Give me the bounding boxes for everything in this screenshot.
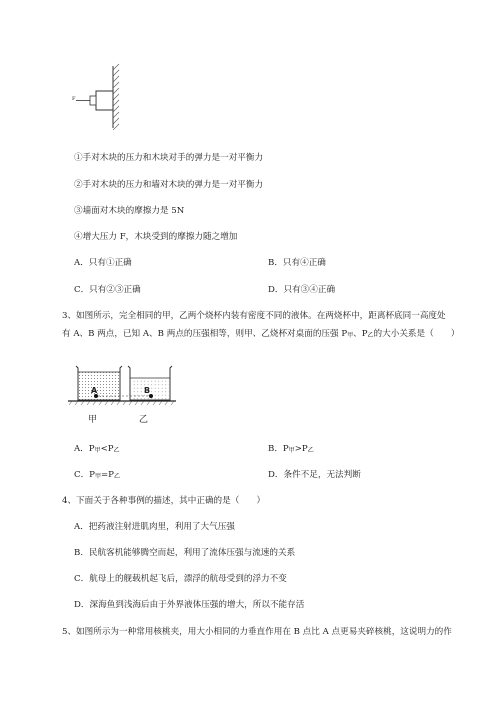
q3-a-s2: 乙 [113, 447, 120, 454]
q3-a-s1: 甲 [94, 447, 101, 454]
statement-4: ④增大压力 F，木块受到的摩擦力随之增加 [74, 232, 238, 242]
q3-option-b[interactable] [268, 444, 314, 456]
q4-stem: 4、下面关于各种事例的描述，其中正确的是（ ） [62, 496, 266, 506]
statement-2: ②手对木块的压力和墙对木块的弹力是一对平衡力 [74, 180, 264, 190]
q3-b-s2: 乙 [307, 447, 314, 454]
q3-b-pre: B．P [268, 444, 289, 454]
q3-line2-end: 的大小关系是（ ） [373, 329, 460, 339]
beaker-jia-label: 甲 [88, 415, 98, 425]
q3-b-s1: 甲 [288, 447, 295, 454]
q3-line2-mid: 、P [353, 329, 368, 339]
q3-c-op: =P [100, 470, 114, 480]
sub-yi: 乙 [367, 332, 374, 339]
q3-line2-text: 有 A、B 两点，已知 A、B 两点的压强相等，则甲、乙烧杯对桌面的压强 P [62, 329, 348, 339]
statement-1: ①手对木块的压力和木块对手的弹力是一对平衡力 [74, 153, 264, 163]
point-a-label: A [91, 386, 98, 395]
q3-stem-line2 [62, 329, 460, 341]
q3-option-a[interactable] [74, 444, 120, 456]
q2-option-d[interactable]: D．只有③④正确 [268, 285, 336, 295]
q2-option-b[interactable]: B．只有④正确 [268, 258, 326, 268]
sub-jia: 甲 [347, 332, 354, 339]
q2-option-a[interactable]: A．只有①正确 [74, 258, 132, 268]
q4-option-d[interactable]: D．深海鱼到浅海后由于外界液体压强的增大，所以不能存活 [74, 600, 305, 610]
q3-c-s1: 甲 [94, 473, 101, 480]
block-wall-figure [68, 62, 128, 132]
statement-3: ③墙面对木块的摩擦力是 5N [74, 206, 185, 216]
point-b-label: B [144, 386, 151, 395]
q3-option-c[interactable] [74, 470, 120, 482]
q4-option-a[interactable]: A．把药液注射进肌肉里，利用了大气压强 [74, 522, 235, 532]
q3-a-pre: A．P [74, 444, 95, 454]
q2-option-c[interactable]: C．只有②③正确 [74, 285, 141, 295]
q4-option-c[interactable]: C．航母上的舰载机起飞后，漂浮的航母受到的浮力不变 [74, 574, 287, 584]
q4-option-b[interactable]: B．民航客机能够腾空而起，利用了流体压强与流速的关系 [74, 548, 296, 558]
q3-b-op: >P [294, 444, 308, 454]
q3-option-d[interactable]: D．条件不足，无法判断 [268, 470, 361, 480]
beaker-yi-label: 乙 [139, 415, 149, 425]
force-label: F [72, 96, 76, 102]
q3-c-s2: 乙 [113, 473, 120, 480]
q3-stem-line1: 3、如图所示，完全相同的甲，乙两个烧杯内装有密度不同的液体。在两烧杯中，距离杯底同一高度处 [62, 311, 446, 321]
beakers-figure [66, 362, 178, 410]
q3-c-pre: C．P [74, 470, 95, 480]
q5-stem: 5、如图所示为一种常用核桃夹，用大小相同的力垂直作用在 B 点比 A 点更易夹碎核桃，这说明力的作 [62, 627, 452, 637]
q3-a-op: <P [100, 444, 114, 454]
